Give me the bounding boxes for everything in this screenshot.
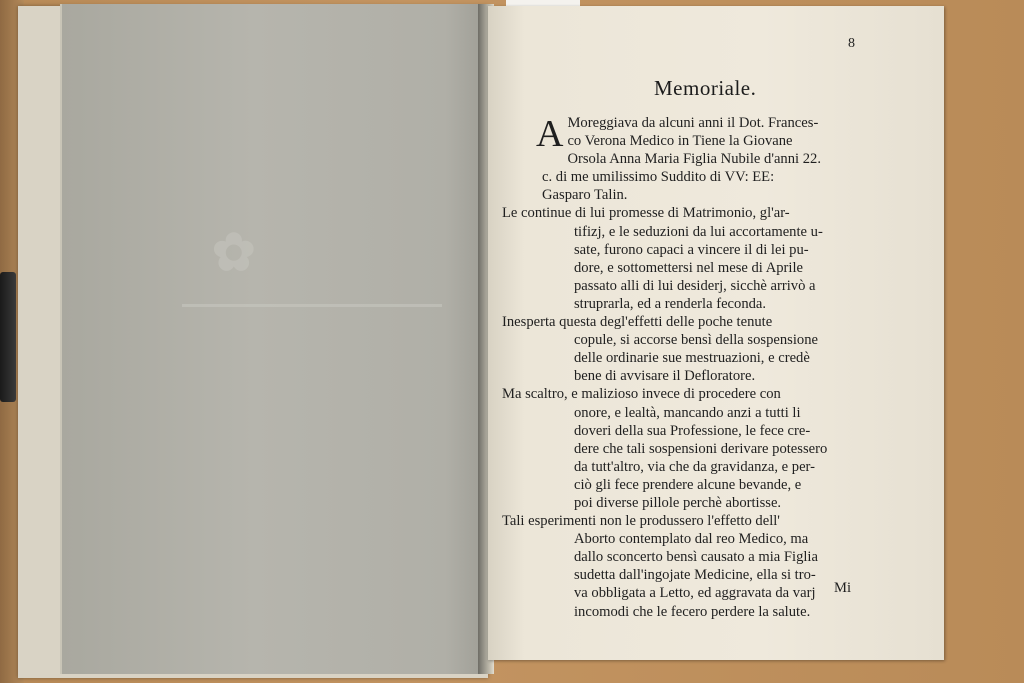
text-line: Inesperta questa degl'effetti delle poche tenute <box>502 314 773 331</box>
text-line: bene di avvisare il Defloratore. <box>574 368 756 385</box>
text-line: Aborto contemplato dal reo Medico, ma <box>574 531 809 548</box>
binding-clasp <box>0 272 16 402</box>
text-line: da tutt'altro, via che da gravidanza, e per- <box>574 458 815 475</box>
text-line: sudetta dall'ingojate Medicine, ella si tro- <box>574 567 816 584</box>
text-line: incomodi che le fecero perdere la salute. <box>574 603 811 620</box>
text-line: delle ordinarie sue mestruazioni, e credè <box>574 350 810 367</box>
text-line: c. di me umilissimo Suddito di VV: EE: <box>542 169 775 186</box>
paragraph-2 <box>502 204 892 313</box>
text-line: Ma scaltro, e malizioso invece di procedere con <box>502 386 781 403</box>
text-line: Le continue di lui promesse di Matrimonio, gl'ar- <box>502 205 790 222</box>
show-through-ornament: ✿ <box>212 222 256 283</box>
text-line: passato alli di lui desiderj, sicchè arrivò a <box>574 277 816 294</box>
paragraph-4 <box>502 385 892 512</box>
page-number: 8 <box>848 36 855 51</box>
text-line: Moreggiava da alcuni anni il Dot. Frances- <box>567 115 819 131</box>
right-page <box>488 6 944 660</box>
memorial-text <box>502 113 892 621</box>
text-line: Tali esperimenti non le produssero l'effetto dell' <box>502 513 780 530</box>
paragraph-3 <box>502 313 892 385</box>
text-line: copule, si accorse bensì della sospensione <box>574 332 818 349</box>
text-line: doveri della sua Professione, le fece cre- <box>574 422 811 439</box>
text-line: dere che tali sospensioni derivare potessero <box>574 440 828 457</box>
text-line: va obbligata a Letto, ed aggravata da varj <box>574 585 816 602</box>
text-line: Gasparo Talin. <box>542 187 628 204</box>
page-title: Memoriale. <box>654 76 757 100</box>
left-page-blank <box>60 4 488 674</box>
text-line: dallo sconcerto bensì causato a mia Figlia <box>574 549 818 566</box>
text-line: sate, furono capaci a vincere il di lei pu- <box>574 241 809 258</box>
text-line: onore, e lealtà, mancando anzi a tutti li <box>574 404 801 421</box>
text-line: tifizj, e le seduzioni da lui accortamente u- <box>574 223 823 240</box>
text-line: Orsola Anna Maria Figlia Nubile d'anni 22. <box>567 151 821 168</box>
paragraph-5 <box>502 512 892 621</box>
catchword: Mi <box>834 580 852 596</box>
show-through-mark <box>182 304 442 337</box>
text-line: poi diverse pillole perchè abortisse. <box>574 494 782 511</box>
text-line: struprarla, ed a renderla feconda. <box>574 295 767 312</box>
text-line: ciò gli fece prendere alcune bevande, e <box>574 476 802 493</box>
drop-cap: A <box>536 113 564 155</box>
text-line: dore, e sottomettersi nel mese di Aprile <box>574 259 803 276</box>
text-line: co Verona Medico in Tiene la Giovane <box>567 133 793 150</box>
paragraph-1 <box>536 113 892 204</box>
